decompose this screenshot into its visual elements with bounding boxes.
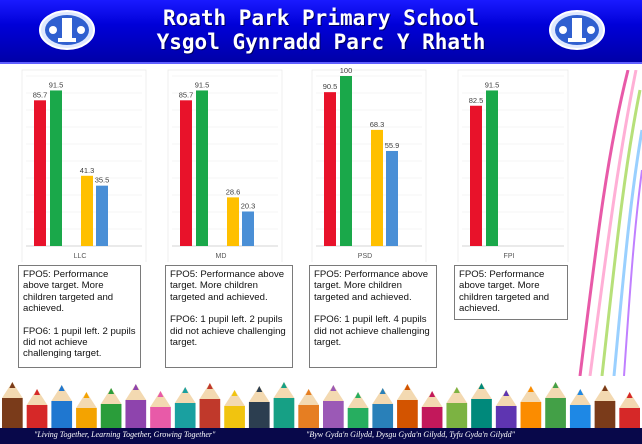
bar xyxy=(242,211,254,246)
page-title xyxy=(90,6,552,54)
pencil-icon xyxy=(101,388,122,428)
pencil-icon xyxy=(200,383,221,428)
data-label: 85.7 xyxy=(178,90,194,100)
chart-md xyxy=(168,70,282,262)
bar xyxy=(371,130,383,246)
data-label: 35.5 xyxy=(94,175,110,185)
category-label: PSD xyxy=(357,253,373,260)
footer-bar xyxy=(0,428,642,444)
data-label: 68.3 xyxy=(369,119,385,129)
coloured-pencils-strip xyxy=(0,376,642,428)
data-label: 100 xyxy=(339,66,353,75)
pencil-icon xyxy=(348,392,369,428)
school-crest-icon xyxy=(548,8,606,52)
bar xyxy=(227,197,239,246)
category-label: MD xyxy=(215,253,227,260)
pencil-icon xyxy=(76,392,97,428)
charts-area xyxy=(0,62,642,262)
pencil-icon xyxy=(422,391,443,428)
pencil-icon xyxy=(249,386,270,428)
note-fpo6-text: FPO6: 1 pupil left. 2 pupils did not achieve challenging target. xyxy=(170,314,286,349)
pencil-icon xyxy=(372,388,393,428)
note-box-psd xyxy=(309,265,437,368)
pencil-icon xyxy=(521,386,542,428)
pencil-icon xyxy=(224,390,245,428)
data-label: 82.5 xyxy=(468,95,484,105)
pencil-icon xyxy=(397,384,418,428)
chart-psd xyxy=(312,66,426,262)
data-label: 91.5 xyxy=(194,80,210,90)
data-label: 28.6 xyxy=(225,187,241,197)
category-label: LLC xyxy=(73,253,87,260)
pencil-icon xyxy=(496,390,517,428)
pencil-icon xyxy=(274,382,295,428)
bar xyxy=(50,90,62,246)
data-label: 91.5 xyxy=(48,80,64,90)
bar xyxy=(81,176,93,246)
bar xyxy=(386,151,398,246)
data-label: 90.5 xyxy=(322,82,338,92)
data-label: 85.7 xyxy=(32,90,48,100)
note-fpo5-text: FPO5: Performance above target. More children targeted and achieved. xyxy=(170,269,285,303)
bar xyxy=(180,100,192,246)
pencil-icon xyxy=(595,385,616,428)
school-crest-icon xyxy=(38,8,96,52)
data-label: 91.5 xyxy=(484,80,500,90)
pencil-icon xyxy=(446,387,467,428)
pencil-icon xyxy=(323,385,344,428)
pencil-icon xyxy=(27,389,48,428)
pencil-icon xyxy=(2,382,23,428)
pencil-icon xyxy=(175,387,196,428)
header-banner xyxy=(0,0,642,64)
footer-motto-welsh: "Byw Gyda'n Gilydd, Dysgu Gyda'n Gilydd, Tyfu Gyda'n Gilydd" xyxy=(306,430,515,439)
data-label: 20.3 xyxy=(240,201,256,211)
note-fpo5-text: FPO5: Performance above target. More children targeted and achieved. xyxy=(314,269,429,303)
note-box-md xyxy=(165,265,293,368)
pencil-icon xyxy=(150,391,171,428)
pencil-icon xyxy=(51,385,72,428)
note-fpo6-text: FPO6: 1 pupil left. 4 pupils did not achieve challenging target. xyxy=(314,314,430,349)
title-english: Roath Park Primary School xyxy=(162,6,480,30)
decorative-ribbons xyxy=(568,70,642,376)
note-fpo5-text: FPO5: Performance above target. More children targeted and achieved. xyxy=(23,269,114,315)
pencil-icon xyxy=(125,384,146,428)
note-fpo5-text: FPO5: Performance above target. More children targeted and achieved. xyxy=(459,269,550,315)
pencil-icon xyxy=(298,389,319,428)
bar xyxy=(324,92,336,246)
data-label: 55.9 xyxy=(384,140,400,150)
bar xyxy=(96,186,108,246)
pencil-icon xyxy=(619,392,640,428)
data-label: 41.3 xyxy=(79,165,95,175)
pencil-icon xyxy=(545,382,566,428)
category-label: FPI xyxy=(503,253,515,260)
bar xyxy=(486,90,498,246)
pencil-icon xyxy=(471,383,492,428)
chart-fpi xyxy=(458,70,568,262)
note-box-fpi xyxy=(454,265,568,320)
note-box-llc xyxy=(18,265,141,368)
bar xyxy=(196,90,208,246)
bar xyxy=(340,76,352,246)
title-welsh: Ysgol Gynradd Parc Y Rhath xyxy=(156,30,486,54)
note-fpo6-text: FPO6: 1 pupil left. 2 pupils did not achieve challenging target. xyxy=(23,325,136,360)
bar xyxy=(34,100,46,246)
footer-motto-english: "Living Together, Learning Together, Growing Together" xyxy=(34,430,216,439)
bar xyxy=(470,106,482,246)
pencil-icon xyxy=(570,389,591,428)
chart-llc xyxy=(22,70,146,262)
